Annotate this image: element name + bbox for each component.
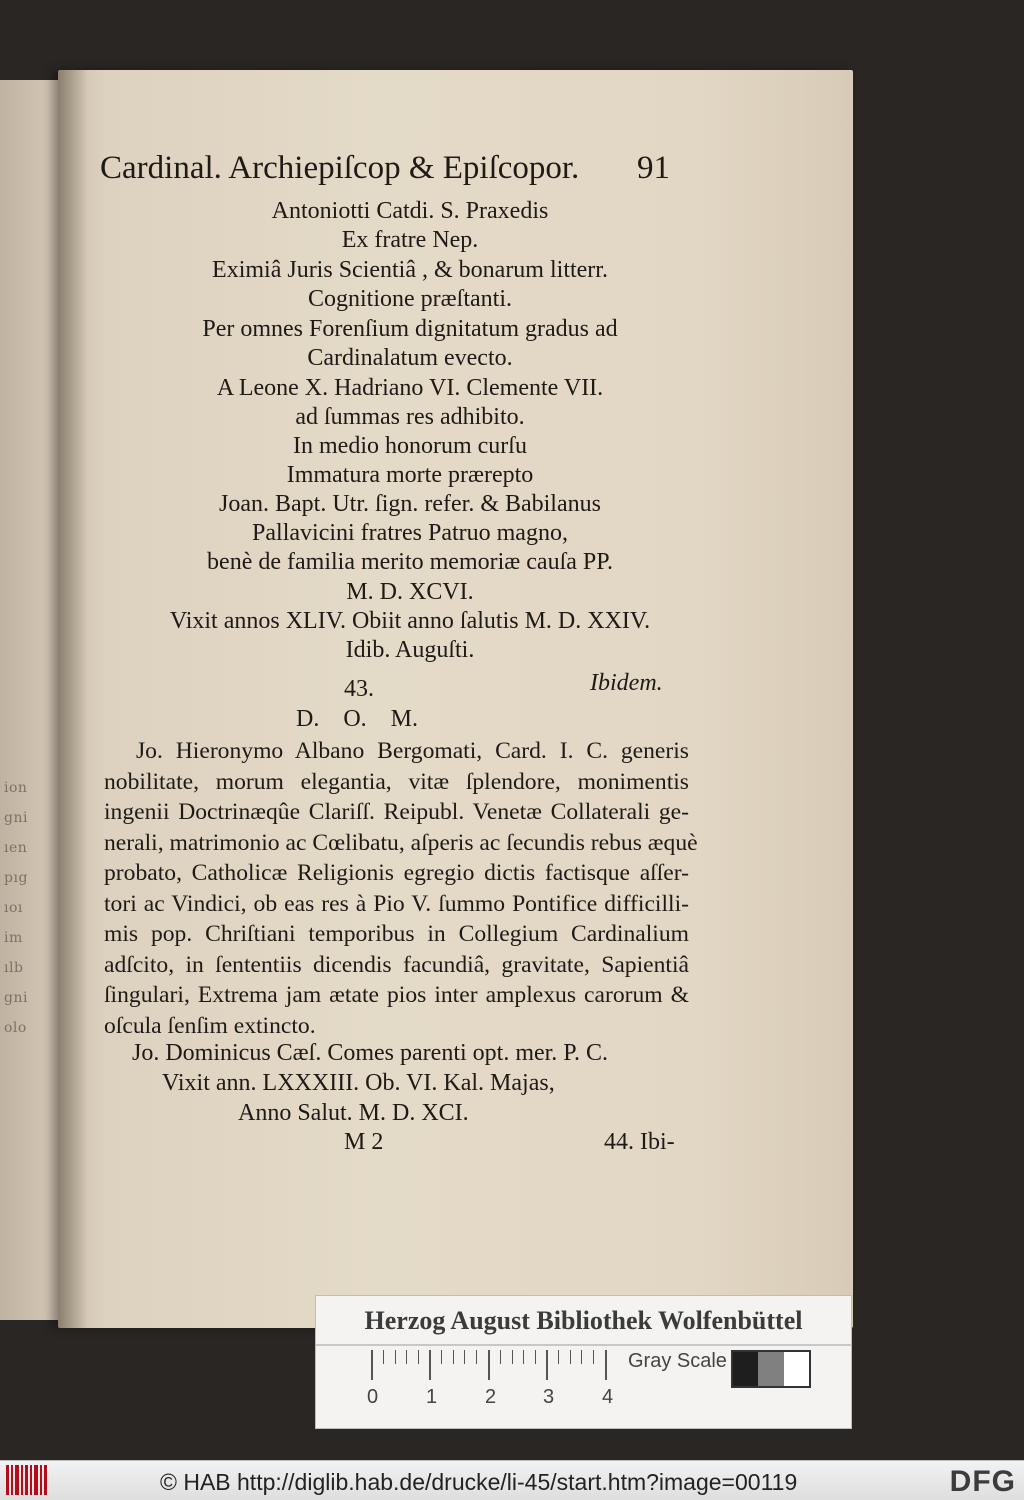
catchword: 44. Ibi- [604, 1129, 675, 1155]
inscription-line: Idib. Auguſti. [345, 637, 475, 663]
page-number: 91 [637, 150, 670, 186]
ghost-text: gni [4, 810, 28, 826]
entry-location: Ibidem. [590, 670, 663, 696]
inscription-line: Antoniotti Catdi. S. Praxedis [271, 198, 549, 224]
body-line: adſcito, in ſententiis dicendis facundiâ, gravitate, Sapientiâ [104, 951, 689, 978]
body-line: mis pop. Chriſtiani temporibus in Collegium Cardinalium [104, 921, 689, 947]
dfg-logo: DFG [949, 1465, 1016, 1498]
inscription-line: Joan. Bapt. Utr. ſign. refer. & Babilanus [219, 491, 601, 517]
inscription-line: Cardinalatum evecto. [307, 345, 513, 371]
inscription-line: Cognitione præſtanti. [308, 286, 512, 312]
closing-line: Jo. Dominicus Cæſ. Comes parenti opt. mer. P. C. [132, 1040, 609, 1066]
inscription-line: Ex fratre Nep. [341, 227, 479, 253]
centimeter-scale [371, 1350, 631, 1382]
inscription-line: Immatura morte prærepto [286, 462, 534, 488]
gray-scale-label: Gray Scale [628, 1350, 727, 1372]
ghost-text: ion [4, 780, 28, 796]
inscription-line: Eximiâ Juris Scientiâ , & bonarum litterr. [212, 257, 608, 283]
gray-scale-swatch [731, 1350, 811, 1388]
inscription-line: In medio honorum curſu [293, 433, 527, 459]
hab-barcode-icon [6, 1465, 48, 1495]
scale-number: 3 [543, 1386, 555, 1408]
ghost-text: olo [4, 1020, 27, 1036]
gray-swatch-light [784, 1352, 809, 1386]
body-line: nobilitate, morum elegantia, vitæ ſplendore, monimentis [104, 768, 689, 795]
ghost-text: ılb [4, 960, 24, 976]
body-line: probato, Catholicæ Religionis egregio dictis factisque aſſer- [104, 860, 689, 886]
closing-line: Anno Salut. M. D. XCI. [238, 1100, 469, 1126]
inscription-line: Vixit annos XLIV. Obiit anno ſalutis M. D. XXIV. [169, 608, 651, 634]
card-divider [316, 1344, 851, 1346]
gray-swatch-dark [733, 1352, 758, 1386]
ghost-text: im [4, 930, 23, 946]
ghost-text: pıg [4, 870, 28, 886]
body-line: tori ac Vindici, ob eas res à Pio V. ſummo Pontifice difficilli- [104, 890, 689, 917]
institution-name: Herzog August Bibliothek Wolfenbüttel [364, 1306, 803, 1335]
ghost-text: ıoı [4, 900, 23, 916]
inscription-line: A Leone X. Hadriano VI. Clemente VII. [216, 375, 604, 401]
signature-mark: M 2 [344, 1129, 384, 1155]
body-line: ſingulari, Extrema jam ætate pios inter amplexus carorum & [104, 982, 689, 1008]
epitaph-body [104, 736, 698, 1041]
entry-number: 43. [344, 676, 374, 702]
scale-number: 2 [485, 1386, 497, 1408]
inscription-line: M. D. XCVI. [346, 579, 474, 605]
body-line: oſcula ſenſim extincto. [104, 1012, 316, 1039]
gray-swatch-mid [758, 1352, 783, 1386]
body-line: ingenii Doctrinæqûe Clariſſ. Reipubl. Venetæ Collaterali ge- [104, 799, 689, 825]
running-title: Cardinal. Archiepiſcop & Epiſcopor. [100, 150, 580, 186]
inscription-line: benè de familia merito memoriæ cauſa PP. [207, 549, 613, 575]
library-label-card [315, 1295, 852, 1429]
entry-heading: D. O. M. [296, 706, 419, 732]
closing-line: Vixit ann. LXXXIII. Ob. VI. Kal. Majas, [162, 1070, 555, 1096]
page-gutter-shadow [58, 70, 88, 1328]
running-header [100, 152, 670, 185]
viewer-footer [0, 1460, 1024, 1500]
ghost-text: ıen [4, 840, 28, 856]
scale-number: 0 [367, 1386, 379, 1408]
scale-number: 1 [426, 1386, 438, 1408]
ghost-text: gni [4, 990, 28, 1006]
scale-number: 4 [602, 1386, 614, 1408]
copyright-link[interactable]: © HAB http://diglib.hab.de/drucke/li-45/start.htm?image=00119 [160, 1469, 798, 1495]
inscription-line: ad ſummas res adhibito. [295, 404, 525, 430]
body-line: Jo. Hieronymo Albano Bergomati, Card. I. C. generis [136, 738, 689, 764]
inscription-line: Per omnes Forenſium dignitatum gradus ad [202, 316, 618, 342]
inscription-line: Pallavicini fratres Patruo magno, [252, 520, 568, 546]
body-line: nerali, matrimonio ac Cœlibatu, aſperis ac ſecundis rebus æquè [104, 829, 698, 856]
